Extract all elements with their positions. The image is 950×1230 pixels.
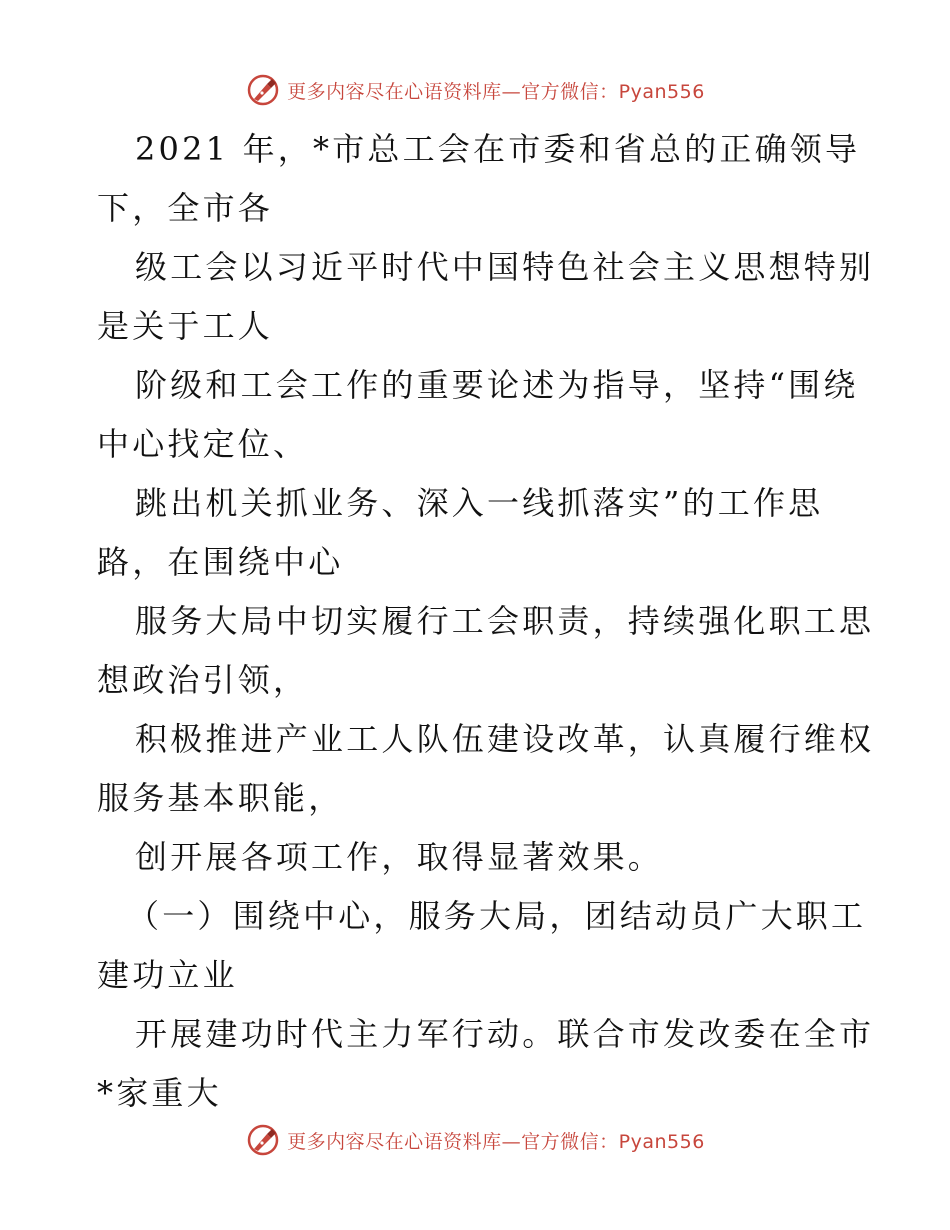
text-line: 积极推进产业工人队伍建设改革，认真履行维权 bbox=[135, 720, 875, 758]
text-line: 是关于工人 bbox=[97, 307, 274, 345]
text-line: 阶级和工会工作的重要论述为指导，坚持“围绕 bbox=[135, 366, 859, 404]
banner-label: 更多内容尽在心语资料库—官方微信： bbox=[287, 80, 619, 103]
banner-account: Pyan556 bbox=[618, 1130, 705, 1153]
banner-account: Pyan556 bbox=[618, 80, 705, 103]
text-line: 创开展各项工作，取得显著效果。 bbox=[135, 838, 664, 876]
document-body bbox=[97, 120, 875, 1123]
text-line: 2021 年，*市总工会在市委和省总的正确领导 bbox=[135, 130, 861, 168]
pen-nib-logo-icon bbox=[245, 72, 281, 108]
text-line: 服务基本职能， bbox=[97, 779, 344, 817]
pen-nib-logo-icon bbox=[245, 1122, 281, 1158]
header-watermark-banner bbox=[0, 70, 950, 110]
text-line: 开展建功时代主力军行动。联合市发改委在全市 bbox=[135, 1015, 875, 1053]
text-line: 服务大局中切实履行工会职责，持续强化职工思 bbox=[135, 602, 875, 640]
text-line: 级工会以习近平时代中国特色社会主义思想特别 bbox=[135, 248, 875, 286]
text-line: *家重大 bbox=[97, 1074, 222, 1112]
banner-text bbox=[287, 77, 705, 104]
text-line: 路，在围绕中心 bbox=[97, 543, 344, 581]
section-heading-line: 建功立业 bbox=[97, 956, 238, 994]
banner-text bbox=[287, 1127, 705, 1154]
section-heading-line: （一）围绕中心，服务大局，团结动员广大职工 bbox=[127, 897, 867, 935]
banner-label: 更多内容尽在心语资料库—官方微信： bbox=[287, 1130, 619, 1153]
text-line: 跳出机关抓业务、深入一线抓落实”的工作思 bbox=[135, 484, 824, 522]
text-line: 下，全市各 bbox=[97, 189, 274, 227]
text-line: 想政治引领， bbox=[97, 661, 309, 699]
footer-watermark-banner bbox=[0, 1120, 950, 1160]
text-line: 中心找定位、 bbox=[97, 425, 309, 463]
